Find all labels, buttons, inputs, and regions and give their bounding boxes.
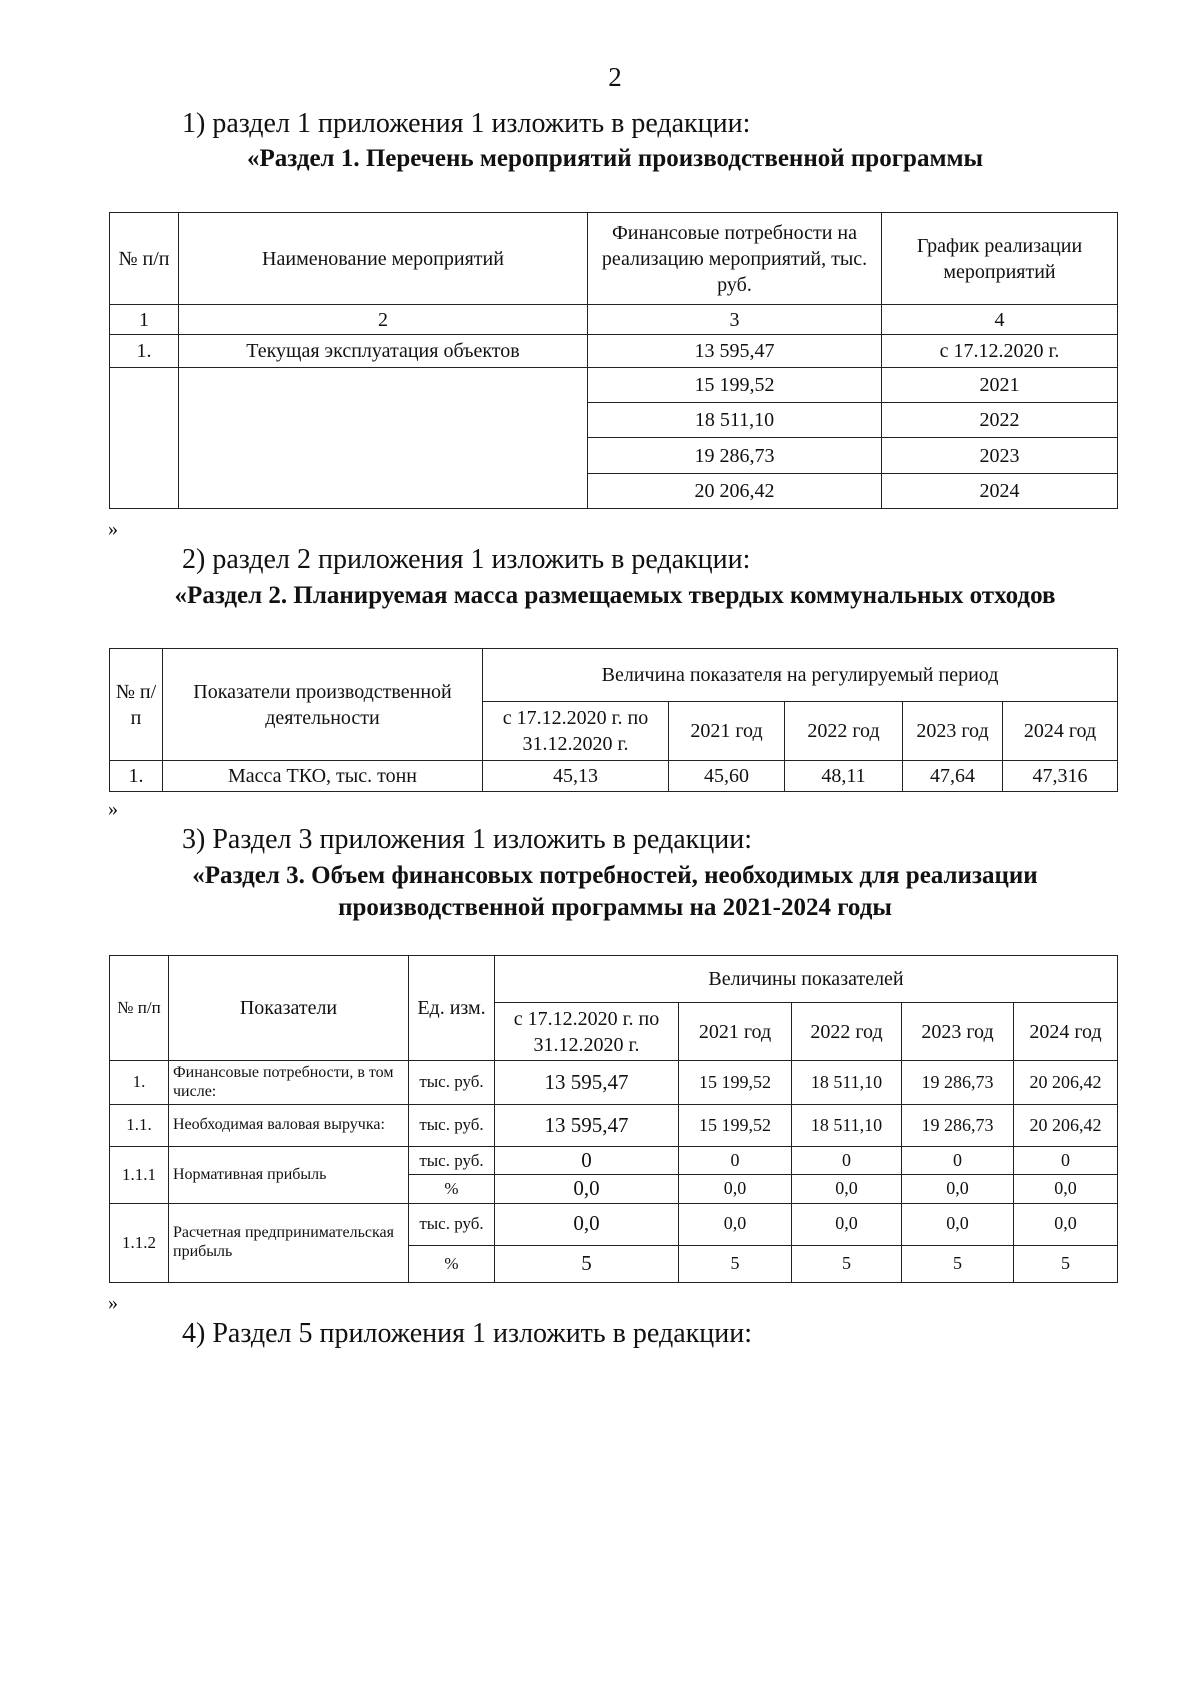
row-value: 20 206,42 [1014, 1061, 1118, 1105]
row-num: 1.1.1 [110, 1147, 169, 1204]
section4-intro: 4) Раздел 5 приложения 1 изложить в редакции: [182, 1318, 752, 1349]
row-value: 0 [679, 1147, 792, 1175]
section1-intro: 1) раздел 1 приложения 1 изложить в редакции: [182, 108, 751, 139]
row-name: Текущая эксплуатация объектов [179, 335, 588, 368]
row-unit: тыс. руб. [409, 1147, 495, 1175]
row-amount: 19 286,73 [588, 438, 882, 474]
header-period: с 17.12.2020 г. по 31.12.2020 г. [495, 1003, 679, 1061]
header-period: 2024 год [1014, 1003, 1118, 1061]
header-group: Величины показателей [495, 956, 1118, 1003]
row-value: 0,0 [679, 1175, 792, 1203]
header-period: 2023 год [903, 702, 1003, 761]
row-value: 0,0 [792, 1203, 902, 1245]
header-group: Величина показателя на регулируемый период [483, 649, 1118, 702]
row-value: 0 [792, 1147, 902, 1175]
header-indicator: Показатели [169, 956, 409, 1061]
col-number: 2 [179, 305, 588, 335]
row-value: 0 [495, 1147, 679, 1175]
section2-closing: » [108, 798, 118, 820]
row-value: 5 [679, 1245, 792, 1282]
row-value: 0,0 [902, 1203, 1014, 1245]
row-value: 19 286,73 [902, 1061, 1014, 1105]
row-period: 2022 [882, 403, 1118, 438]
row-period: 2021 [882, 368, 1118, 403]
table-row [110, 368, 1118, 403]
section3-title-line1: «Раздел 3. Объем финансовых потребностей, необходимых для реализации [192, 862, 1038, 889]
row-name: Расчетная предпринимательская прибыль [169, 1203, 409, 1282]
header-period: 2022 год [785, 702, 903, 761]
table-row [110, 1061, 1118, 1105]
row-value: 0,0 [495, 1175, 679, 1203]
table-row [110, 335, 1118, 368]
row-unit: тыс. руб. [409, 1203, 495, 1245]
col-number: 4 [882, 305, 1118, 335]
table-row [110, 1105, 1118, 1147]
table-row [110, 1147, 1118, 1175]
row-value: 47,64 [903, 761, 1003, 792]
row-name: Финансовые потребности, в том числе: [169, 1061, 409, 1105]
header-amount: Финансовые потребности на реализацию мероприятий, тыс. руб. [588, 213, 882, 305]
row-value: 18 511,10 [792, 1105, 902, 1147]
row-unit: тыс. руб. [409, 1061, 495, 1105]
row-num: 1.1. [110, 1105, 169, 1147]
table-row [110, 1203, 1118, 1245]
row-value: 13 595,47 [495, 1105, 679, 1147]
section3-closing: » [108, 1292, 118, 1314]
row-name: Нормативная прибыль [169, 1147, 409, 1204]
row-value: 45,60 [669, 761, 785, 792]
header-period: 2021 год [679, 1003, 792, 1061]
row-value: 15 199,52 [679, 1105, 792, 1147]
row-period: с 17.12.2020 г. [882, 335, 1118, 368]
row-value: 47,316 [1003, 761, 1118, 792]
row-value: 0,0 [679, 1203, 792, 1245]
header-num: № п/п [110, 649, 163, 761]
row-value: 48,11 [785, 761, 903, 792]
row-amount: 18 511,10 [588, 403, 882, 438]
row-value: 45,13 [483, 761, 669, 792]
page-number: 2 [608, 62, 622, 92]
row-period: 2024 [882, 474, 1118, 509]
table-section3 [109, 955, 1118, 1283]
row-num: 1.1.2 [110, 1203, 169, 1282]
row-value: 0,0 [495, 1203, 679, 1245]
section3-title-line2: производственной программы на 2021-2024 годы [338, 894, 892, 921]
row-value: 19 286,73 [902, 1105, 1014, 1147]
row-value: 0,0 [792, 1175, 902, 1203]
row-value: 0,0 [1014, 1203, 1118, 1245]
header-period: с 17.12.2020 г. по 31.12.2020 г. [483, 702, 669, 761]
row-name: Необходимая валовая выручка: [169, 1105, 409, 1147]
header-num: № п/п [110, 956, 169, 1061]
empty-cell [110, 368, 179, 509]
header-period: 2024 год [1003, 702, 1118, 761]
col-number: 1 [110, 305, 179, 335]
row-value: 0,0 [902, 1175, 1014, 1203]
row-amount: 13 595,47 [588, 335, 882, 368]
row-num: 1. [110, 1061, 169, 1105]
row-unit: % [409, 1245, 495, 1282]
row-value: 5 [495, 1245, 679, 1282]
row-amount: 15 199,52 [588, 368, 882, 403]
row-amount: 20 206,42 [588, 474, 882, 509]
row-value: 0,0 [1014, 1175, 1118, 1203]
header-num: № п/п [110, 213, 179, 305]
col-number: 3 [588, 305, 882, 335]
row-value: 5 [792, 1245, 902, 1282]
section2-title: «Раздел 2. Планируемая масса размещаемых твердых коммунальных отходов [174, 582, 1056, 609]
row-value: 5 [1014, 1245, 1118, 1282]
table-section1 [109, 212, 1118, 509]
header-name: Наименование мероприятий [179, 213, 588, 305]
row-period: 2023 [882, 438, 1118, 474]
row-value: 20 206,42 [1014, 1105, 1118, 1147]
header-unit: Ед. изм. [409, 956, 495, 1061]
row-value: 18 511,10 [792, 1061, 902, 1105]
row-num: 1. [110, 335, 179, 368]
row-name: Масса ТКО, тыс. тонн [163, 761, 483, 792]
table-row [110, 761, 1118, 792]
table-section2 [109, 648, 1118, 792]
empty-cell [179, 368, 588, 509]
row-num: 1. [110, 761, 163, 792]
row-value: 13 595,47 [495, 1061, 679, 1105]
header-period: 2021 год [669, 702, 785, 761]
row-value: 0 [902, 1147, 1014, 1175]
section2-intro: 2) раздел 2 приложения 1 изложить в редакции: [182, 544, 751, 575]
section3-intro: 3) Раздел 3 приложения 1 изложить в редакции: [182, 824, 752, 855]
header-period: 2022 год [792, 1003, 902, 1061]
header-schedule: График реализации мероприятий [882, 213, 1118, 305]
header-indicator: Показатели производственной деятельности [163, 649, 483, 761]
section1-title: «Раздел 1. Перечень мероприятий производственной программы [246, 145, 984, 172]
header-period: 2023 год [902, 1003, 1014, 1061]
row-value: 5 [902, 1245, 1014, 1282]
section1-closing: » [108, 518, 118, 540]
row-value: 0 [1014, 1147, 1118, 1175]
row-unit: тыс. руб. [409, 1105, 495, 1147]
row-unit: % [409, 1175, 495, 1203]
row-value: 15 199,52 [679, 1061, 792, 1105]
